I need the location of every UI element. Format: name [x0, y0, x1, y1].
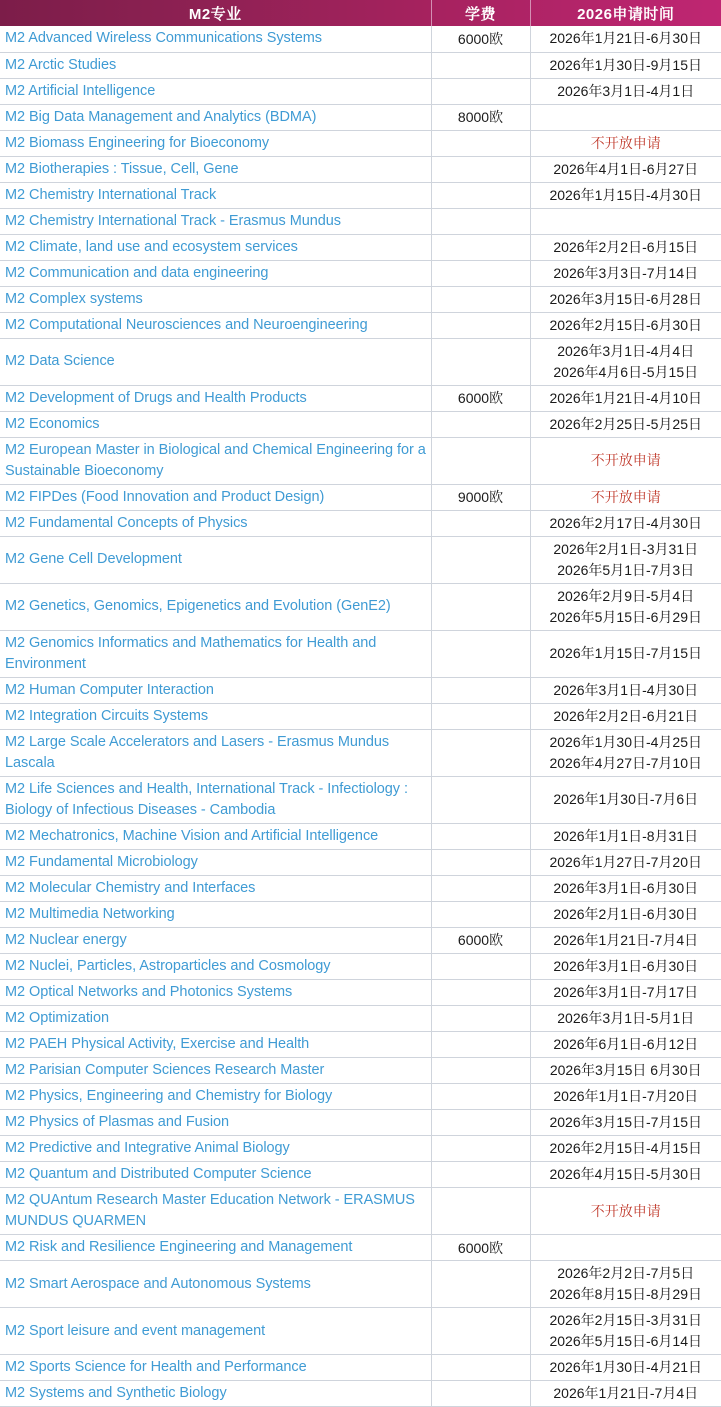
cell-tuition-fee: 6000欧 [431, 385, 530, 411]
cell-tuition-fee [431, 536, 530, 583]
cell-tuition-fee [431, 979, 530, 1005]
table-row[interactable] [0, 1261, 721, 1308]
cell-tuition-fee [431, 901, 530, 927]
cell-application-period [530, 875, 721, 901]
period-line: 2026年1月30日-7月6日 [553, 791, 699, 808]
cell-tuition-fee [431, 1006, 530, 1032]
cell-tuition-fee [431, 338, 530, 385]
period-line: 不开放申请 [590, 452, 661, 469]
cell-application-period [530, 776, 721, 823]
table-row[interactable] [0, 729, 721, 776]
cell-application-period [530, 182, 721, 208]
period-line: 2026年2月15日-4月15日 [549, 1140, 703, 1157]
table-row[interactable] [0, 1188, 721, 1235]
cell-tuition-fee [431, 1032, 530, 1058]
table-row[interactable] [0, 1058, 721, 1084]
period-line: 2026年1月21日-4月10日 [549, 389, 703, 406]
table-row[interactable] [0, 510, 721, 536]
cell-major[interactable]: M2 Chemistry International Track - Erasmus Mundus [0, 208, 431, 234]
table-row[interactable] [0, 338, 721, 385]
period-line: 2026年2月1日-3月31日 [553, 540, 699, 557]
cell-tuition-fee [431, 312, 530, 338]
table-row[interactable] [0, 901, 721, 927]
cell-tuition-fee [431, 729, 530, 776]
table-row[interactable] [0, 26, 721, 52]
cell-tuition-fee [431, 510, 530, 536]
cell-major[interactable]: M2 Parisian Computer Sciences Research Master [0, 1058, 431, 1084]
cell-major[interactable]: M2 Gene Cell Development [0, 536, 431, 583]
cell-major[interactable]: M2 Advanced Wireless Communications Systems [0, 26, 431, 52]
cell-application-period [530, 1381, 721, 1407]
cell-tuition-fee [431, 156, 530, 182]
cell-tuition-fee [431, 437, 530, 484]
cell-tuition-fee: 6000欧 [431, 927, 530, 953]
cell-tuition-fee [431, 78, 530, 104]
period-line: 2026年1月30日-4月25日 [549, 733, 703, 750]
cell-application-period [530, 338, 721, 385]
period-line: 2026年2月25日-5月25日 [549, 415, 703, 432]
cell-major[interactable]: M2 Multimedia Networking [0, 901, 431, 927]
cell-tuition-fee [431, 849, 530, 875]
cell-tuition-fee [431, 583, 530, 630]
table-row[interactable] [0, 260, 721, 286]
cell-application-period [530, 1110, 721, 1136]
cell-major[interactable]: M2 Life Sciences and Health, International Track - Infectiology : Biology of Infectious Diseases - Cambodia [0, 776, 431, 823]
period-line: 2026年3月1日-4月1日 [557, 82, 695, 99]
cell-application-period [530, 630, 721, 677]
table-body [0, 26, 721, 1407]
cell-tuition-fee [431, 182, 530, 208]
table-row[interactable] [0, 1308, 721, 1355]
period-line: 2026年1月1日-8月31日 [553, 827, 699, 844]
cell-tuition-fee [431, 52, 530, 78]
cell-tuition-fee [431, 1381, 530, 1407]
cell-major[interactable]: M2 Predictive and Integrative Animal Biology [0, 1136, 431, 1162]
period-line: 2026年3月1日-5月1日 [557, 1010, 695, 1026]
cell-tuition-fee [431, 1084, 530, 1110]
column-header-major: M2专业 [0, 0, 431, 26]
cell-major[interactable]: M2 QUAntum Research Master Education Network - ERASMUS MUNDUS QUARMEN [0, 1188, 431, 1235]
cell-application-period [530, 1355, 721, 1381]
table-row[interactable] [0, 583, 721, 630]
cell-tuition-fee [431, 1188, 530, 1235]
table-row[interactable] [0, 385, 721, 411]
cell-application-period-closed [530, 130, 721, 156]
cell-application-period [530, 849, 721, 875]
table-row[interactable] [0, 875, 721, 901]
table-header-row [0, 0, 721, 26]
period-line: 2026年1月27日-7月20日 [549, 853, 703, 870]
cell-major[interactable]: M2 Smart Aerospace and Autonomous Systems [0, 1261, 431, 1308]
cell-tuition-fee: 6000欧 [431, 26, 530, 52]
cell-tuition-fee [431, 1162, 530, 1188]
cell-tuition-fee [431, 208, 530, 234]
cell-major[interactable]: M2 Computational Neurosciences and Neuroengineering [0, 312, 431, 338]
cell-major[interactable]: M2 FIPDes (Food Innovation and Product Design) [0, 484, 431, 510]
period-line: 2026年4月27日-7月10日 [549, 754, 703, 771]
table-row[interactable] [0, 776, 721, 823]
table-row[interactable] [0, 979, 721, 1005]
cell-tuition-fee [431, 234, 530, 260]
period-line: 2026年3月15日-7月15日 [549, 1114, 703, 1131]
table-row[interactable] [0, 927, 721, 953]
cell-application-period [530, 1261, 721, 1308]
cell-major[interactable]: M2 Biomass Engineering for Bioeconomy [0, 130, 431, 156]
cell-major[interactable]: M2 Molecular Chemistry and Interfaces [0, 875, 431, 901]
period-line: 2026年1月15日-4月30日 [549, 186, 703, 203]
cell-application-period [530, 729, 721, 776]
cell-tuition-fee [431, 875, 530, 901]
cell-tuition-fee [431, 411, 530, 437]
cell-tuition-fee [431, 1110, 530, 1136]
cell-major[interactable]: M2 Artificial Intelligence [0, 78, 431, 104]
cell-application-period [530, 411, 721, 437]
cell-application-period [530, 1162, 721, 1188]
period-line: 2026年4月15日-5月30日 [549, 1166, 703, 1183]
table-row[interactable] [0, 1136, 721, 1162]
cell-application-period [530, 1308, 721, 1355]
period-line: 2026年3月1日-7月17日 [553, 983, 699, 1000]
period-line: 2026年3月15日-6月28日 [549, 290, 703, 307]
table-row[interactable] [0, 703, 721, 729]
cell-application-period [530, 823, 721, 849]
cell-tuition-fee [431, 130, 530, 156]
period-line: 2026年6月1日-6月12日 [553, 1036, 699, 1053]
cell-application-period [530, 1006, 721, 1032]
cell-application-period [530, 260, 721, 286]
cell-tuition-fee [431, 1261, 530, 1308]
period-line: 2026年1月15日-7月15日 [549, 645, 703, 662]
cell-application-period [530, 953, 721, 979]
cell-application-period [530, 979, 721, 1005]
cell-major[interactable]: M2 Nuclei, Particles, Astroparticles and Cosmology [0, 953, 431, 979]
cell-tuition-fee [431, 953, 530, 979]
table-row[interactable] [0, 677, 721, 703]
table-row[interactable] [0, 78, 721, 104]
cell-application-period [530, 208, 721, 234]
table-row[interactable] [0, 208, 721, 234]
table-row[interactable] [0, 312, 721, 338]
period-line: 不开放申请 [590, 134, 661, 151]
cell-major[interactable]: M2 Large Scale Accelerators and Lasers - Erasmus Mundus Lascala [0, 729, 431, 776]
cell-tuition-fee [431, 703, 530, 729]
cell-major[interactable]: M2 Risk and Resilience Engineering and Management [0, 1235, 431, 1261]
period-line: 2026年1月21日-7月4日 [553, 931, 699, 948]
cell-application-period-closed [530, 484, 721, 510]
cell-application-period-closed [530, 437, 721, 484]
period-line: 2026年2月9日-5月4日 [557, 587, 695, 604]
table-row[interactable] [0, 823, 721, 849]
cell-application-period-closed [530, 1188, 721, 1235]
cell-major[interactable]: M2 Physics, Engineering and Chemistry for Biology [0, 1084, 431, 1110]
cell-major[interactable]: M2 Fundamental Concepts of Physics [0, 510, 431, 536]
period-line: 2026年1月30日-4月21日 [549, 1359, 703, 1376]
period-line: 2026年8月15日-8月29日 [549, 1286, 703, 1303]
cell-application-period [530, 510, 721, 536]
cell-application-period [530, 536, 721, 583]
period-line: 2026年3月1日-6月30日 [553, 879, 699, 896]
cell-major[interactable]: M2 Data Science [0, 338, 431, 385]
table-row[interactable] [0, 484, 721, 510]
table-row[interactable] [0, 286, 721, 312]
period-line: 2026年2月2日-6月15日 [553, 238, 699, 255]
table-row[interactable] [0, 1110, 721, 1136]
cell-major[interactable]: M2 Complex systems [0, 286, 431, 312]
cell-major[interactable]: M2 Climate, land use and ecosystem services [0, 234, 431, 260]
table-row[interactable] [0, 52, 721, 78]
table-header [0, 0, 721, 26]
cell-major[interactable]: M2 Arctic Studies [0, 52, 431, 78]
cell-tuition-fee: 9000欧 [431, 484, 530, 510]
cell-major[interactable]: M2 Sport leisure and event management [0, 1308, 431, 1355]
cell-application-period [530, 1235, 721, 1261]
period-line: 不开放申请 [590, 1202, 661, 1219]
cell-application-period [530, 286, 721, 312]
period-line: 2026年2月17日-4月30日 [549, 514, 703, 531]
cell-tuition-fee [431, 823, 530, 849]
cell-application-period [530, 703, 721, 729]
table-row[interactable] [0, 953, 721, 979]
cell-major[interactable]: M2 Sports Science for Health and Performance [0, 1355, 431, 1381]
cell-tuition-fee: 6000欧 [431, 1235, 530, 1261]
period-line: 2026年3月1日-4月30日 [553, 681, 699, 698]
period-line: 2026年1月21日-6月30日 [549, 30, 703, 47]
cell-tuition-fee [431, 1136, 530, 1162]
column-header-fee: 学费 [431, 0, 530, 26]
table-row[interactable] [0, 130, 721, 156]
cell-application-period [530, 583, 721, 630]
period-line: 不开放申请 [590, 488, 661, 505]
period-line: 2026年2月15日-6月30日 [549, 316, 703, 333]
cell-application-period [530, 1032, 721, 1058]
table-row[interactable] [0, 156, 721, 182]
cell-tuition-fee [431, 1355, 530, 1381]
cell-major[interactable]: M2 Nuclear energy [0, 927, 431, 953]
period-line: 2026年5月15日-6月29日 [549, 608, 703, 625]
period-line: 2026年2月15日-3月31日 [549, 1312, 703, 1329]
cell-application-period [530, 104, 721, 130]
period-line: 2026年4月1日-6月27日 [553, 160, 699, 177]
cell-tuition-fee [431, 776, 530, 823]
table-row[interactable] [0, 1162, 721, 1188]
cell-application-period [530, 78, 721, 104]
table-row[interactable] [0, 234, 721, 260]
cell-major[interactable]: M2 European Master in Biological and Chemical Engineering for a Sustainable Bioeconomy [0, 437, 431, 484]
cell-application-period [530, 1058, 721, 1084]
table-row[interactable] [0, 1084, 721, 1110]
period-line: 2026年5月15日-6月14日 [549, 1333, 703, 1350]
cell-tuition-fee [431, 286, 530, 312]
table-row[interactable] [0, 849, 721, 875]
cell-application-period [530, 1136, 721, 1162]
table-row[interactable] [0, 1355, 721, 1381]
cell-major[interactable]: M2 Systems and Synthetic Biology [0, 1381, 431, 1407]
cell-tuition-fee [431, 630, 530, 677]
period-line: 2026年1月1日-7月20日 [553, 1088, 699, 1105]
cell-major[interactable]: M2 Mechatronics, Machine Vision and Artificial Intelligence [0, 823, 431, 849]
table-row[interactable] [0, 1381, 721, 1407]
cell-application-period [530, 927, 721, 953]
period-line: 2026年2月1日-6月30日 [553, 905, 699, 922]
period-line: 2026年2月2日-6月21日 [553, 707, 699, 724]
cell-major[interactable]: M2 PAEH Physical Activity, Exercise and Health [0, 1032, 431, 1058]
cell-major[interactable]: M2 Genomics Informatics and Mathematics for Health and Environment [0, 630, 431, 677]
cell-application-period [530, 52, 721, 78]
cell-application-period [530, 312, 721, 338]
cell-major[interactable]: M2 Genetics, Genomics, Epigenetics and Evolution (GenE2) [0, 583, 431, 630]
cell-tuition-fee [431, 677, 530, 703]
cell-application-period [530, 677, 721, 703]
period-line: 2026年5月1日-7月3日 [557, 561, 695, 578]
cell-application-period [530, 901, 721, 927]
table-row[interactable] [0, 630, 721, 677]
period-line: 2026年3月3日-7月14日 [553, 264, 699, 281]
cell-major[interactable]: M2 Optical Networks and Photonics Systems [0, 979, 431, 1005]
table-row[interactable] [0, 182, 721, 208]
column-header-period: 2026申请时间 [577, 5, 675, 23]
cell-tuition-fee [431, 1058, 530, 1084]
period-line: 2026年1月21日-7月4日 [553, 1385, 699, 1402]
cell-major[interactable]: M2 Chemistry International Track [0, 182, 431, 208]
cell-major[interactable]: M2 Big Data Management and Analytics (BDMA) [0, 104, 431, 130]
cell-application-period [530, 156, 721, 182]
period-line: 2026年3月1日-6月30日 [553, 957, 699, 974]
table-row[interactable] [0, 1006, 721, 1032]
cell-major[interactable]: M2 Communication and data engineering [0, 260, 431, 286]
cell-tuition-fee: 8000欧 [431, 104, 530, 130]
cell-major[interactable]: M2 Economics [0, 411, 431, 437]
cell-major[interactable]: M2 Physics of Plasmas and Fusion [0, 1110, 431, 1136]
cell-application-period [530, 385, 721, 411]
cell-application-period [530, 234, 721, 260]
cell-major[interactable]: M2 Integration Circuits Systems [0, 703, 431, 729]
cell-major[interactable]: M2 Fundamental Microbiology [0, 849, 431, 875]
period-line: 2026年2月2日-7月5日 [557, 1265, 695, 1282]
cell-major[interactable]: M2 Biotherapies : Tissue, Cell, Gene [0, 156, 431, 182]
table-row[interactable] [0, 437, 721, 484]
period-line: 2026年3月15日 6月30日 [549, 1062, 702, 1079]
cell-application-period [530, 26, 721, 52]
table-row[interactable] [0, 104, 721, 130]
cell-major[interactable]: M2 Optimization [0, 1006, 431, 1032]
cell-major[interactable]: M2 Development of Drugs and Health Products [0, 385, 431, 411]
cell-major[interactable]: M2 Quantum and Distributed Computer Science [0, 1162, 431, 1188]
table-row[interactable] [0, 536, 721, 583]
period-line: 2026年1月30日-9月15日 [549, 56, 703, 73]
period-line: 2026年3月1日-4月4日 [557, 342, 695, 359]
table-row[interactable] [0, 411, 721, 437]
cell-tuition-fee [431, 1308, 530, 1355]
cell-tuition-fee [431, 260, 530, 286]
table-row[interactable] [0, 1032, 721, 1058]
table-row[interactable] [0, 1235, 721, 1261]
period-line: 2026年4月6日-5月15日 [553, 363, 699, 380]
cell-major[interactable]: M2 Human Computer Interaction [0, 677, 431, 703]
cell-application-period [530, 1084, 721, 1110]
